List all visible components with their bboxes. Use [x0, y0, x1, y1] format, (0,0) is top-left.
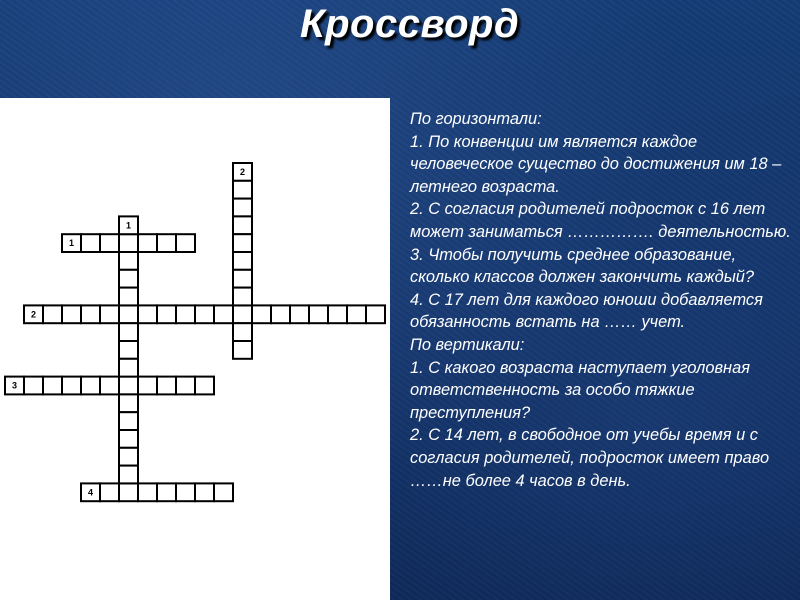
across-clue-3: 3. Чтобы получить среднее образование, сколько классов должен закончить каждый?	[410, 245, 755, 287]
crossword-cell	[233, 323, 252, 341]
crossword-cell	[233, 234, 252, 252]
crossword-cell	[157, 377, 176, 395]
crossword-cell	[138, 234, 157, 252]
crossword-number: 4	[87, 487, 94, 498]
crossword-cell	[119, 483, 138, 501]
crossword-cell	[195, 483, 214, 501]
crossword-cell	[233, 270, 252, 288]
across-clue-1: 1. По конвенции им является каждое человеческое существо до достижения им 18 –летнего возраста.	[410, 132, 782, 196]
crossword-cell	[138, 377, 157, 395]
crossword-cell	[119, 448, 138, 466]
crossword-cell	[176, 377, 195, 395]
crossword-cell	[233, 181, 252, 199]
across-clue-4: 4. С 17 лет для каждого юноши добавляется обязанность встать на …… учет.	[410, 290, 763, 332]
crossword-cell	[100, 234, 119, 252]
crossword-cell	[233, 341, 252, 359]
crossword-cell	[119, 341, 138, 359]
across-heading: По горизонтали:	[410, 110, 542, 128]
crossword-cell	[252, 305, 271, 323]
crossword-cell	[176, 305, 195, 323]
crossword-cell	[290, 305, 309, 323]
crossword-cell	[309, 305, 328, 323]
crossword-cell	[119, 359, 138, 377]
crossword-number: 2	[30, 309, 37, 320]
crossword-cell	[62, 305, 81, 323]
crossword-cell	[119, 430, 138, 448]
crossword-cell	[62, 377, 81, 395]
crossword-number: 2	[239, 166, 246, 177]
crossword-cell	[100, 377, 119, 395]
crossword-cell	[233, 305, 252, 323]
crossword-cell	[81, 305, 100, 323]
crossword-cell	[176, 483, 195, 501]
crossword-cell	[195, 305, 214, 323]
crossword-cell	[43, 377, 62, 395]
crossword-cell	[119, 394, 138, 412]
crossword-cell	[195, 377, 214, 395]
crossword-cell	[347, 305, 366, 323]
crossword-cell	[157, 483, 176, 501]
crossword-cell	[119, 377, 138, 395]
clues-text	[410, 108, 795, 492]
crossword-cell	[157, 234, 176, 252]
crossword-cell	[24, 377, 43, 395]
crossword-cell	[214, 305, 233, 323]
crossword-cell	[119, 323, 138, 341]
crossword-cell	[81, 377, 100, 395]
crossword-cell	[119, 412, 138, 430]
crossword-number: 1	[125, 220, 132, 231]
crossword-cell	[119, 288, 138, 306]
crossword-cell	[233, 216, 252, 234]
across-clue-2: 2. С согласия родителей подросток с 16 лет может заниматься ……………. деятельностью.	[410, 200, 791, 241]
crossword-cell	[81, 234, 100, 252]
crossword-cell	[138, 483, 157, 501]
crossword-cell	[100, 305, 119, 323]
crossword-cell	[138, 305, 157, 323]
crossword-cell	[176, 234, 195, 252]
crossword-number: 3	[11, 380, 18, 391]
down-heading: По вертикали:	[410, 335, 525, 354]
crossword-cell	[100, 483, 119, 501]
crossword-cell	[214, 483, 233, 501]
crossword-number: 1	[68, 238, 75, 249]
crossword-cell	[43, 305, 62, 323]
crossword-cell	[119, 252, 138, 270]
crossword-cell	[119, 305, 138, 323]
crossword-cell	[157, 305, 176, 323]
slide-title: Кроссворд	[300, 2, 520, 46]
crossword-cell	[119, 270, 138, 288]
crossword-cell	[271, 305, 290, 323]
crossword-cell	[119, 234, 138, 252]
down-clue-2: 2. С 14 лет, в свободное от учебы время и с согласия родителей, подросток имеет право ……не более 4 часов в день.	[410, 426, 770, 490]
crossword-cell	[366, 305, 385, 323]
crossword-cell	[233, 288, 252, 306]
crossword-cell	[119, 466, 138, 484]
crossword-cell	[233, 199, 252, 217]
crossword-cell	[233, 252, 252, 270]
crossword-cell	[328, 305, 347, 323]
down-clue-1: 1. С какого возраста наступает уголовная ответственность за особо тяжкие преступления?	[410, 358, 750, 422]
